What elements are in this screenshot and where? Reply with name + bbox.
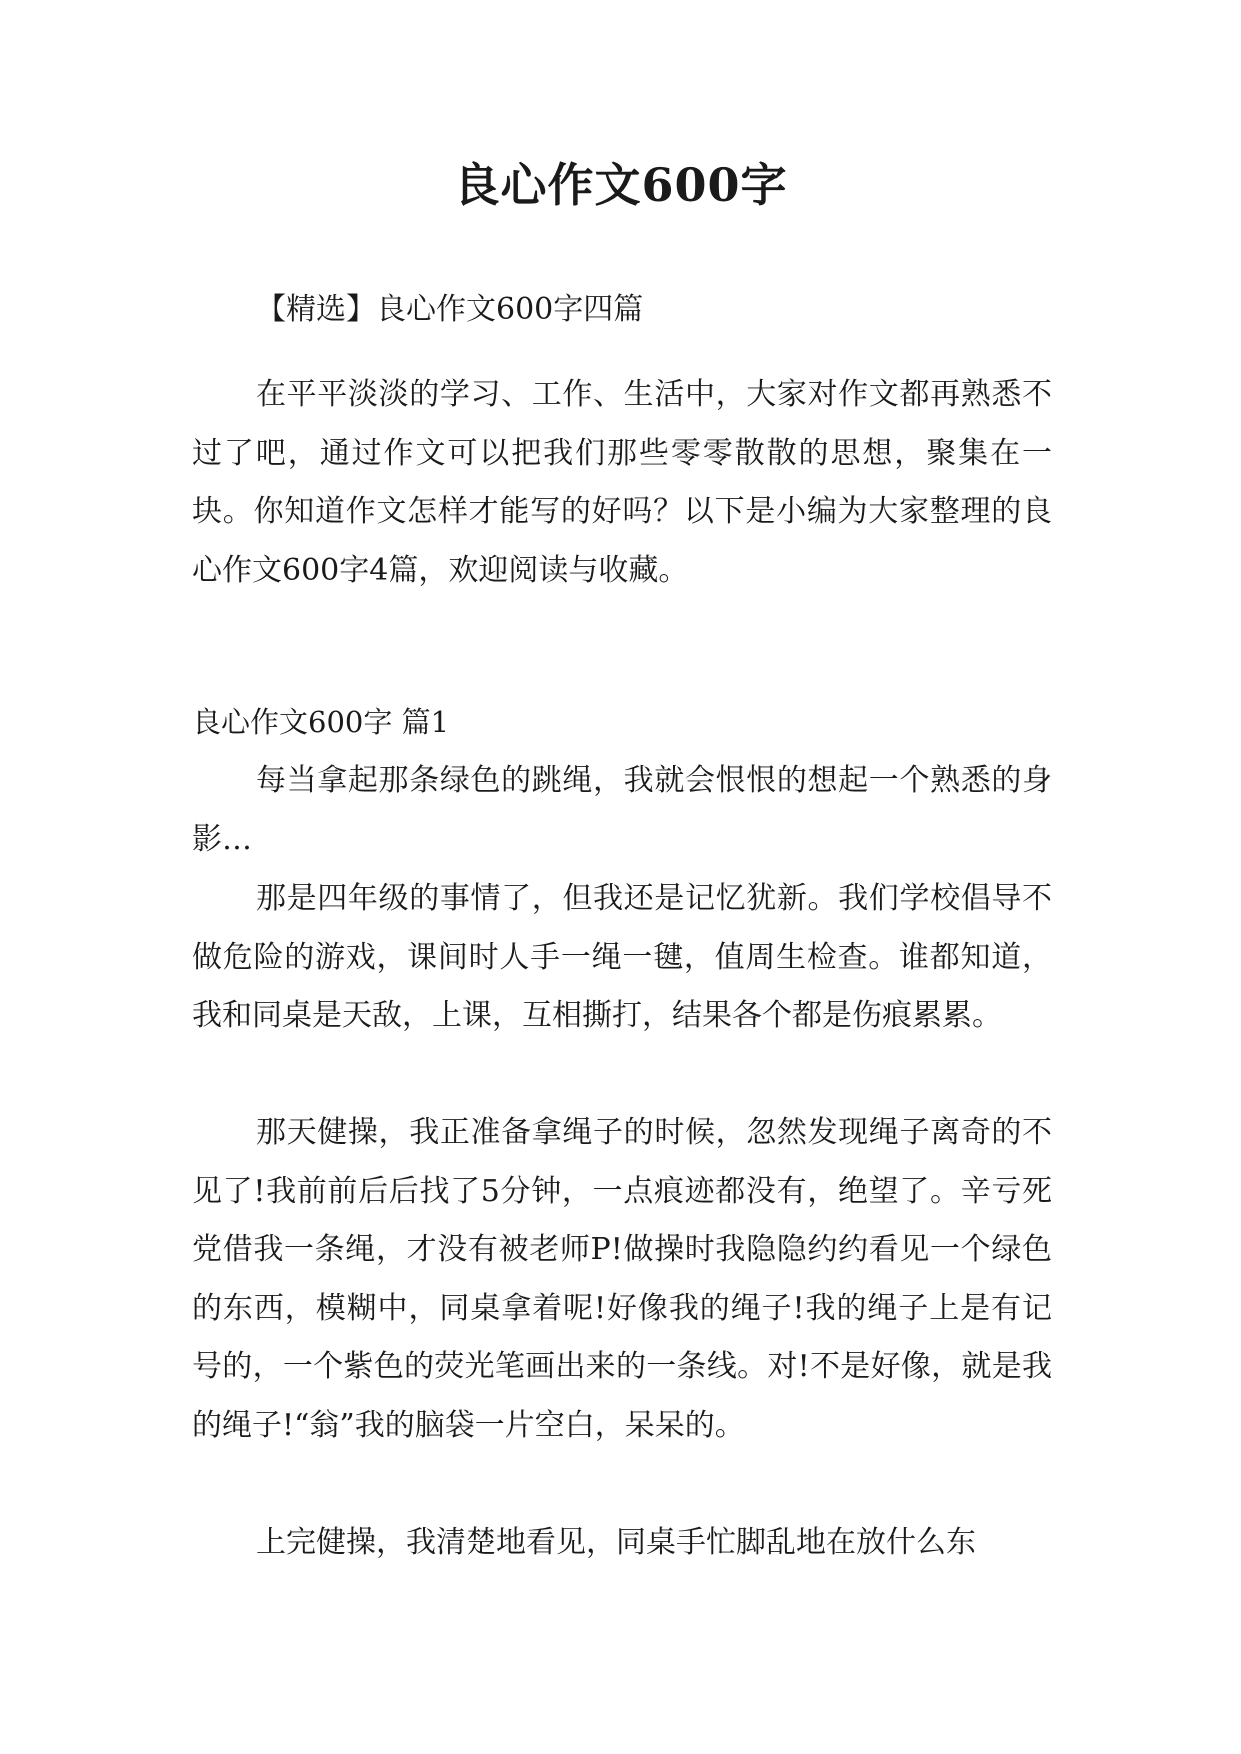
- body-paragraph-2: 那是四年级的事情了，但我还是记忆犹新。我们学校倡导不做危险的游戏，课间时人手一绳一毽，值周生检查。谁都知道，我和同桌是天敌，上课，互相撕打，结果各个都是伤痕累累。: [192, 881, 1052, 1033]
- document-title: 良心作文600字: [453, 158, 788, 212]
- document-subtitle: 【精选】良心作文600字四篇: [256, 292, 644, 327]
- body-paragraph-4: 上完健操，我清楚地看见，同桌手忙脚乱地在放什么东: [256, 1525, 976, 1560]
- body-paragraph-1: 每当拿起那条绿色的跳绳，我就会恨恨的想起一个熟悉的身影…: [192, 763, 1052, 857]
- intro-paragraph: 在平平淡淡的学习、工作、生活中，大家对作文都再熟悉不过了吧，通过作文可以把我们那些零零散散的思想，聚集在一块。你知道作文怎样才能写的好吗？以下是小编为大家整理的良心作文600字4篇，欢迎阅读与收藏。: [192, 377, 1052, 588]
- section-heading: 良心作文600字 篇1: [192, 705, 450, 739]
- body-paragraph-3: 那天健操，我正准备拿绳子的时候，忽然发现绳子离奇的不见了!我前前后后找了5分钟，一点痕迹都没有，绝望了。辛亏死党借我一条绳，才没有被老师P!做操时我隐隐约约看见一个绿色的东西，模糊中，同桌拿着呢!好像我的绳子!我的绳子上是有记号的，一个紫色的荧光笔画出来的一条线。对!不是好像，就是我的绳子!“翁”我的脑袋一片空白，呆呆的。: [192, 1115, 1052, 1443]
